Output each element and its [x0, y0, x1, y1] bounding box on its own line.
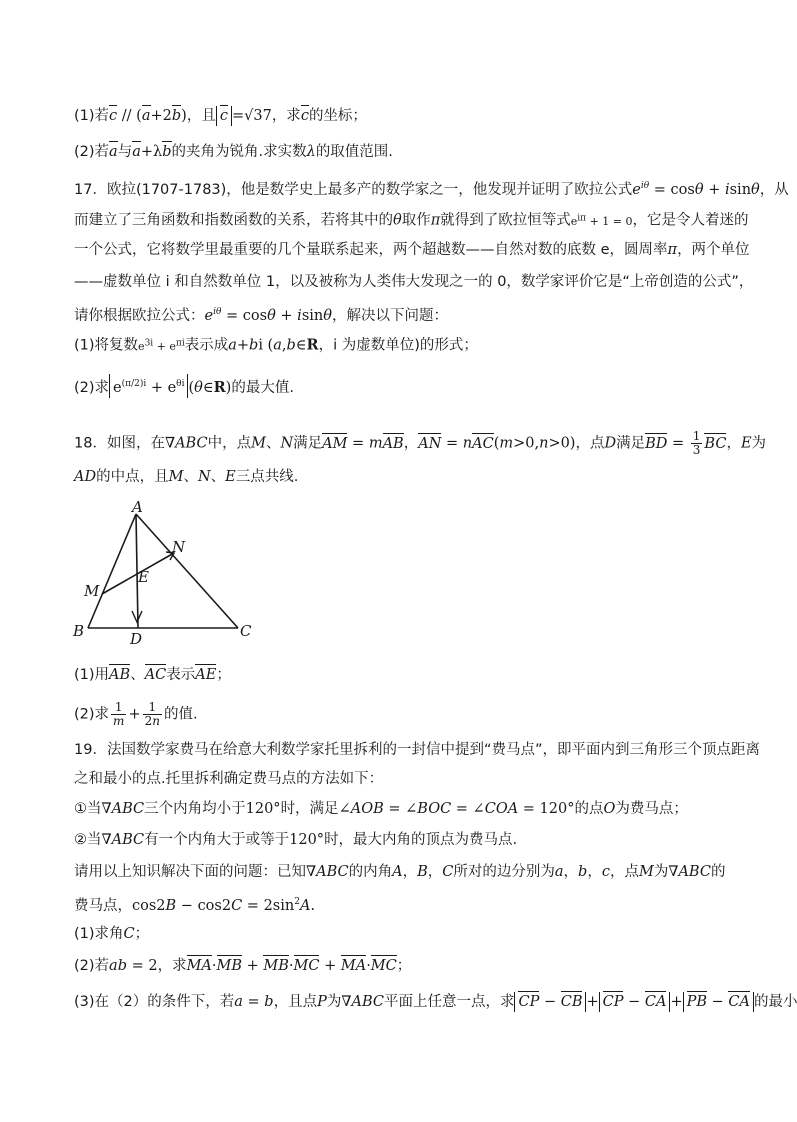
q19-line3: ①当∇ABC三个内角均小于120°时，满足∠AOB = ∠BOC = ∠COA = 120°的点O为费马点；	[74, 801, 688, 817]
q19-line6: 费马点，$\cos 2B - \cos 2C = 2\sin^2A$.	[74, 897, 316, 914]
q19-part2: (2)若ab = 2，求MA·MB + MB·MC + MA·MC；	[74, 958, 412, 974]
q17-part1: (1)将复数$e^{3i} + e^{\pi i}$表示成a+bi (a,b∈R，i 为虚数单位)的形式；	[74, 336, 478, 354]
label-A: A	[132, 498, 143, 516]
label-N: N	[172, 538, 186, 556]
q17-line1: 17．欧拉(1707-1783)，他是数学史上最多产的数学家之一，他发现并证明了欧拉公式$e^{i\theta} = \cos\theta + isin\theta$，从	[74, 181, 789, 198]
q18-part1: (1)用AB、AC表示AE；	[74, 667, 231, 683]
q18-line2: AD的中点，且M、N、E三点共线.	[74, 469, 299, 485]
q16-part2: (2)若a与a+λb的夹角为锐角.求实数λ的取值范围.	[74, 144, 393, 160]
q18-line1: 18．如图，在∇ABC中，点M、N满足AM = mAB，AN = nAC(m>0,n>0)，点D满足BD = $\frac{1}{3}$ BC，E为	[74, 429, 767, 457]
label-B: B	[73, 622, 85, 640]
label-D: D	[130, 630, 143, 648]
q17-line4: ——虚数单位 i 和自然数单位 1，以及被称为人类伟大发现之一的 0，数学家评价它是“上帝创造的公式”，	[74, 274, 754, 290]
q19-line1: 19．法国数学家费马在给意大利数学家托里拆利的一封信中提到“费马点”，即平面内到三角形三个顶点距离	[74, 742, 760, 758]
segment-AB	[88, 514, 136, 628]
label-C: C	[240, 622, 252, 640]
q19-line4: ②当∇ABC有一个内角大于或等于120°时，最大内角的顶点为费马点.	[74, 832, 518, 848]
label-M: M	[84, 582, 100, 600]
q17-line2: 而建立了三角函数和指数函数的关系，若将其中的θ取作π就得到了欧拉恒等式$e^{i\pi} + 1 = 0$，它是令人着迷的	[74, 212, 749, 229]
q17-part2: (2)求 $e^{(\pi/2)i} + e^{\theta i}$ (θ∈R)的最大值.	[74, 374, 294, 398]
segment-AC	[136, 514, 238, 628]
label-E: E	[138, 568, 149, 586]
q18-part2: (2)求 $\frac{1}{m}$ + $\frac{1}{2n}$ 的值.	[74, 700, 198, 728]
q19-part1: (1)求角C；	[74, 926, 150, 942]
q17-line5: 请你根据欧拉公式：$e^{i\theta} = \cos\theta + isin\theta$，解决以下问题：	[74, 307, 448, 324]
q19-part3: (3)在（2）的条件下，若a = b，且点P为∇ABC平面上任意一点，求 CP − CB + CP − CA + PB − CA 的最小	[74, 994, 797, 1010]
q19-line2: 之和最小的点.托里拆利确定费马点的方法如下：	[74, 771, 384, 787]
q16-part1: (1)若c // (a+2b)，且 c =√37，求c的坐标；	[74, 108, 367, 124]
triangle-figure	[70, 498, 260, 648]
q17-line3: 一个公式，它将数学里最重要的几个量联系起来，两个超越数——自然对数的底数 e，圆周率π，两个单位	[74, 242, 750, 258]
q19-line5: 请用以上知识解决下面的问题：已知∇ABC的内角A，B，C所对的边分别为a，b，c，点M为∇ABC的	[74, 864, 726, 880]
